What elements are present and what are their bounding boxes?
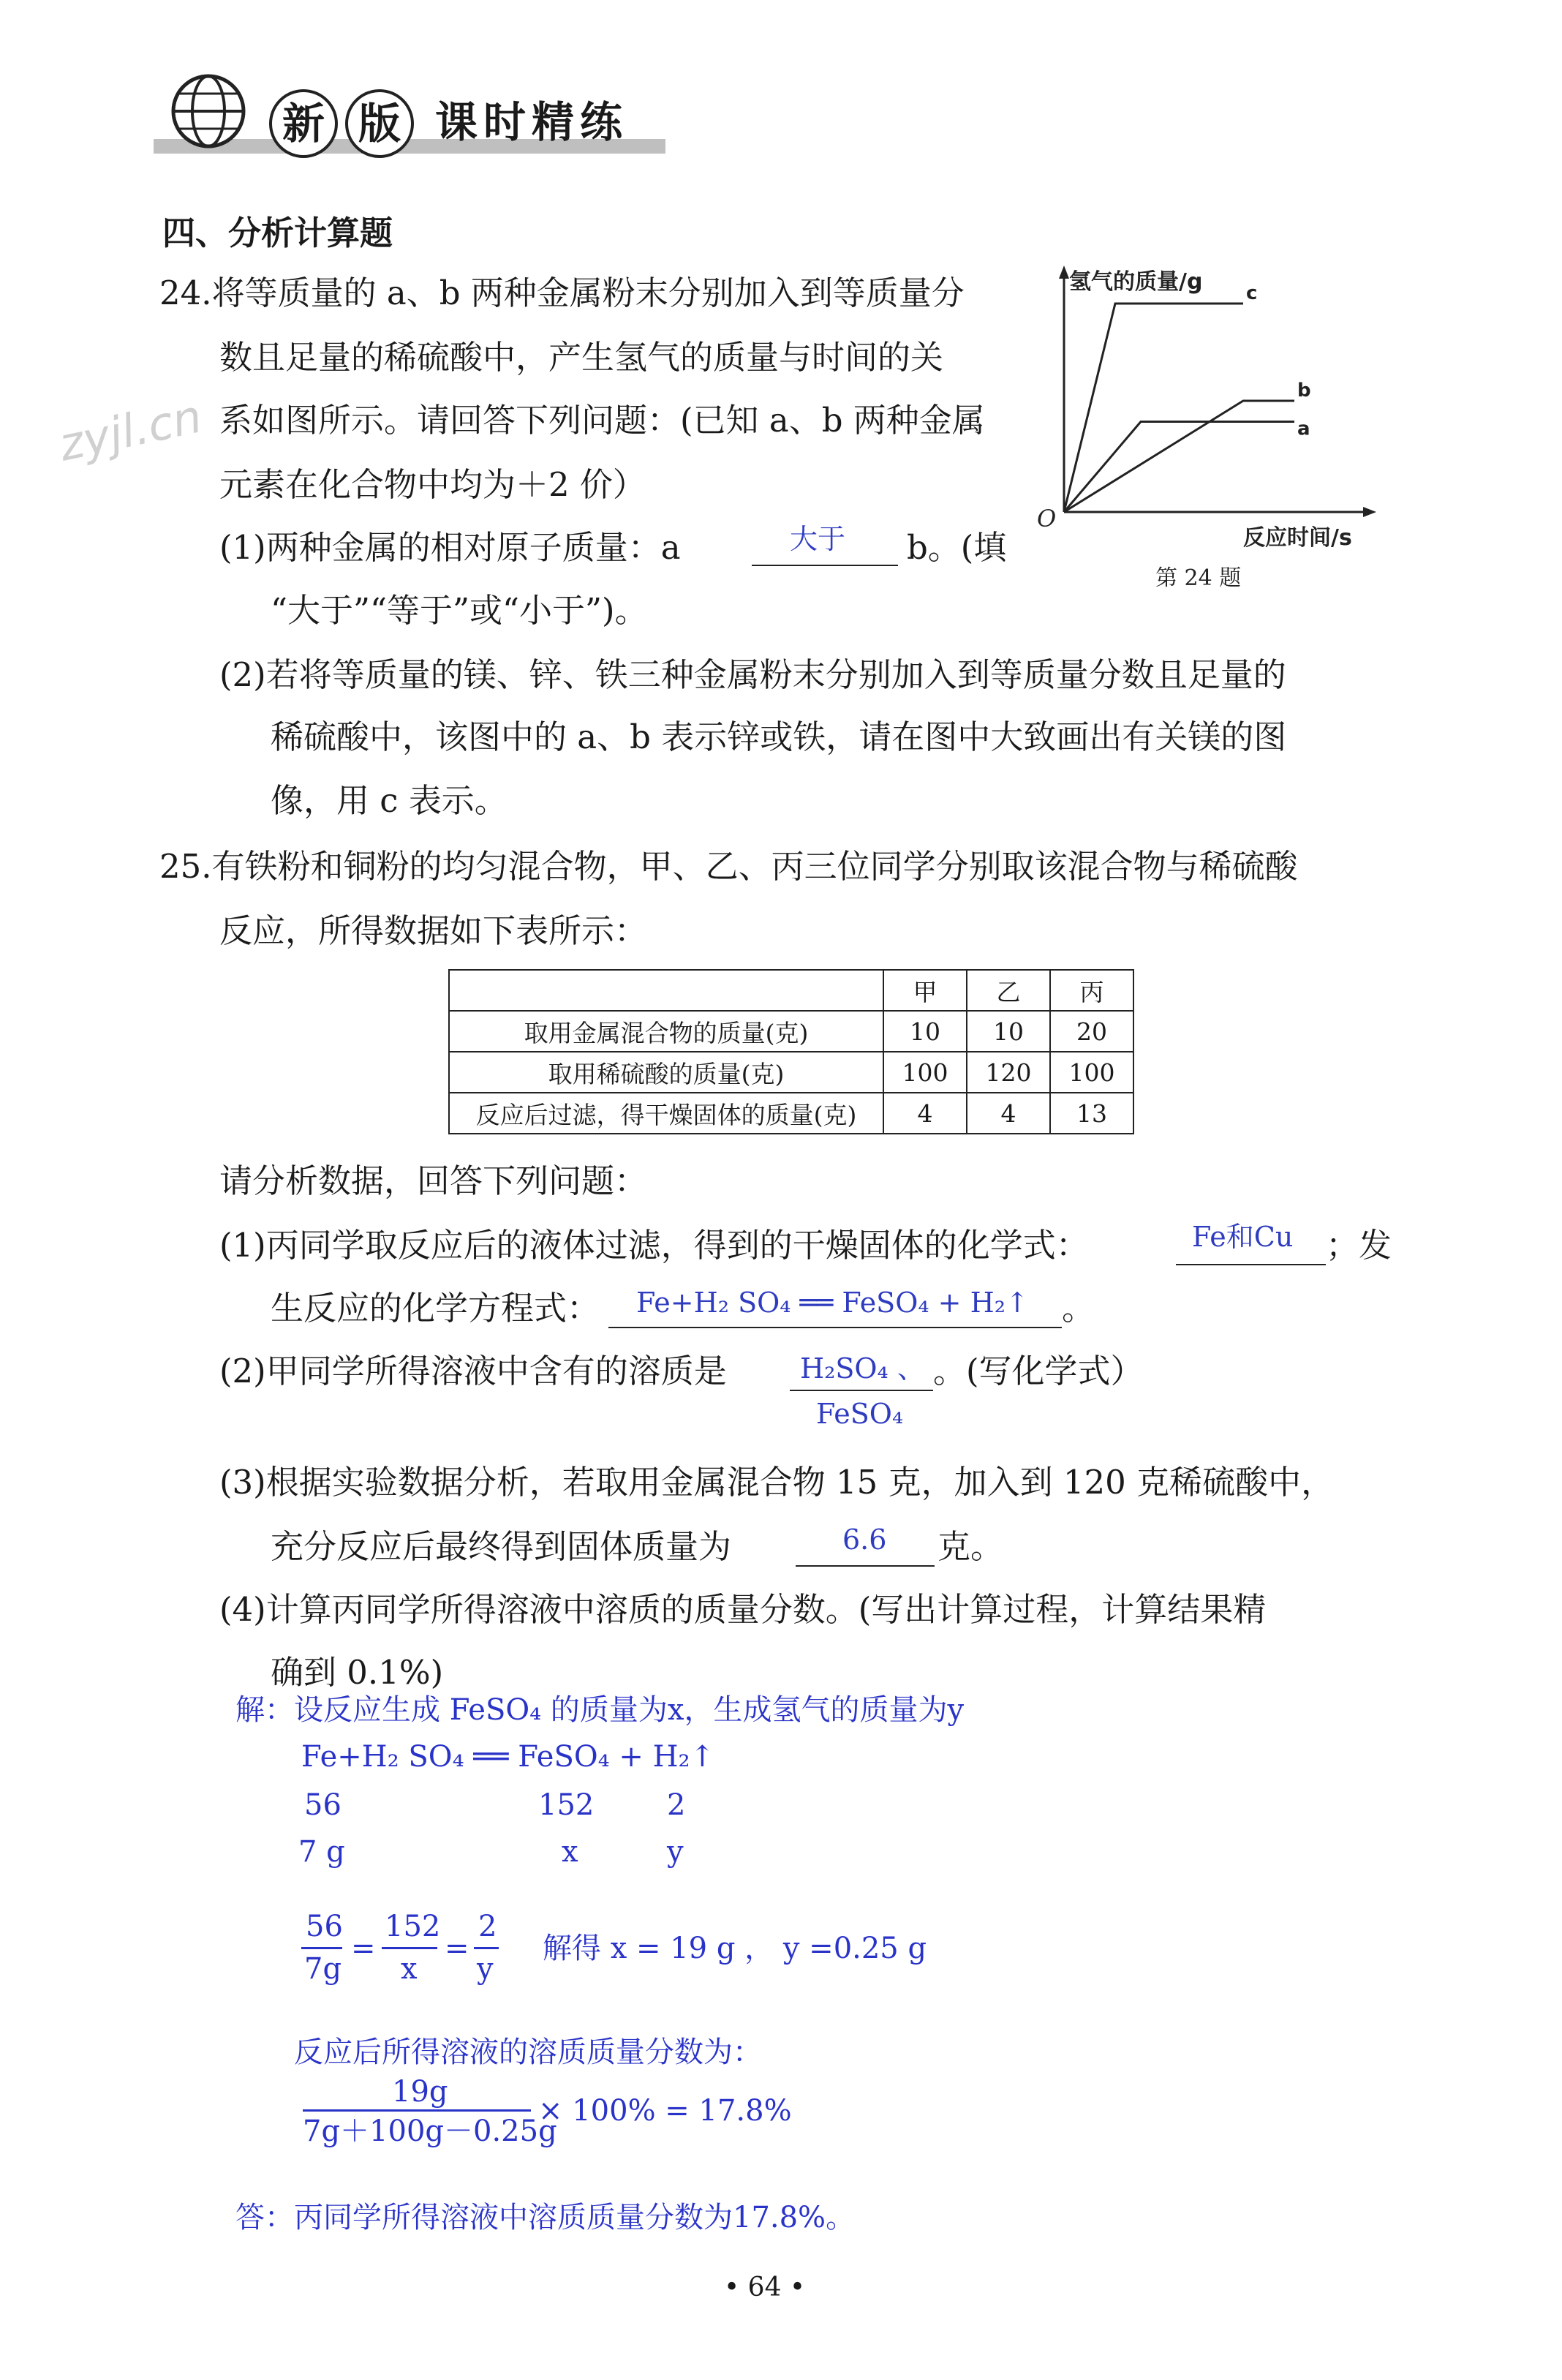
solution-row1-feso4: 152 (538, 1788, 595, 1822)
frac3-bar (474, 1947, 499, 1949)
q25-p2-answer1: H₂SO₄ 、 (800, 1352, 925, 1385)
frac2-denominator: x (401, 1952, 418, 1986)
q25-p1-line2-end: 。 (1062, 1289, 1095, 1328)
chart-series-b-label: b (1297, 380, 1311, 402)
chart-caption: 第 24 题 (1155, 565, 1242, 591)
q25-p1-text: (1)丙同学取反应后的液体过滤，得到的干燥固体的化学式： (219, 1226, 1089, 1265)
header-char-ban: 版 (345, 89, 414, 158)
q24-p1-text: (1)两种金属的相对原子质量：a (219, 528, 681, 567)
conc-fraction-bar (303, 2109, 531, 2112)
header-title: 课时精练 (435, 97, 629, 147)
table-row (449, 1052, 1133, 1093)
q25-line2: 反应，所得数据如下表所示： (219, 911, 648, 950)
section-title: 四、分析计算题 (162, 214, 393, 252)
frac3-numerator: 2 (478, 1910, 497, 1943)
q24-line1: 24.将等质量的 a、b 两种金属粉末分别加入到等质量分 (159, 274, 965, 312)
q25-p2-blank (790, 1390, 933, 1391)
solution-row1-fe: 56 (304, 1788, 342, 1822)
table-cell: 4 (967, 1093, 1050, 1134)
table-row (449, 1011, 1133, 1052)
q24-p1-blank (752, 565, 898, 566)
q24-chart (1031, 260, 1382, 596)
header-char-xin: 新 (269, 89, 338, 158)
frac1-denominator: 7g (304, 1952, 342, 1986)
q24-p1-line2: “大于”“等于”或“小于”)。 (271, 591, 648, 630)
q25-p1-line2: 生反应的化学方程式： (271, 1289, 600, 1328)
q25-line1: 25.有铁粉和铜粉的均匀混合物，甲、乙、丙三位同学分别取该混合物与稀硫酸 (159, 847, 1298, 886)
table-cell: 120 (967, 1052, 1050, 1093)
table-header-cell: 丙 (1050, 970, 1133, 1011)
q25-p3-blank (796, 1565, 935, 1567)
solution-conc-intro: 反应后所得溶液的溶质质量分数为： (294, 2036, 762, 2069)
q25-p2-text: (2)甲同学所得溶液中含有的溶质是 (219, 1352, 727, 1390)
solution-row1-h2: 2 (667, 1788, 686, 1822)
q25-p2-answer2: FeSO₄ (816, 1398, 904, 1430)
q25-p4-line2: 确到 0.1%) (271, 1653, 444, 1692)
chart-origin: O (1037, 505, 1057, 532)
q25-p1-equation-blank (608, 1327, 1062, 1328)
q25-p3-line1: (3)根据实验数据分析，若取用金属混合物 15 克，加入到 120 克稀硫酸中， (219, 1463, 1335, 1502)
q25-p2-after: 。(写化学式） (933, 1352, 1144, 1390)
chart-ylabel: 氢气的质量/g (1069, 269, 1203, 295)
table-cell: 10 (883, 1011, 967, 1052)
q25-p4-line1: (4)计算丙同学所得溶液中溶质的质量分数。(写出计算过程，计算结果精 (219, 1590, 1267, 1629)
solution-equation: Fe+H₂ SO₄ ══ FeSO₄ + H₂↑ (301, 1740, 715, 1774)
q24-p1-after: b。(填 (907, 528, 1007, 567)
conc-denominator: 7g＋100g－0.25g (303, 2114, 557, 2148)
table-cell: 4 (883, 1093, 967, 1134)
conc-numerator: 19g (392, 2075, 448, 2109)
chart-series-a-label: a (1297, 418, 1310, 440)
q25-p1-blank (1176, 1264, 1326, 1265)
page-number: • 64 • (724, 2272, 806, 2302)
q25-p3-after: 克。 (937, 1527, 1004, 1566)
solution-result: 解得 x = 19 g ， y =0.25 g (543, 1932, 927, 1965)
table-header-cell (449, 970, 883, 1011)
table-cell: 100 (1050, 1052, 1133, 1093)
q24-line4: 元素在化合物中均为＋2 价） (219, 465, 646, 504)
chart-y-arrow (1059, 266, 1069, 279)
equals-sign-2: = (445, 1932, 469, 1965)
table-cell: 100 (883, 1052, 967, 1093)
q24-line2: 数且足量的稀硫酸中，产生氢气的质量与时间的关 (219, 338, 944, 377)
table-cell: 反应后过滤，得干燥固体的质量(克) (449, 1093, 883, 1134)
table-cell: 10 (967, 1011, 1050, 1052)
equals-sign-1: = (351, 1932, 376, 1965)
q24-p2-line2: 稀硫酸中，该图中的 a、b 表示锌或铁，请在图中大致画出有关镁的图 (271, 718, 1287, 756)
frac2-numerator: 152 (385, 1910, 441, 1943)
chart-x-arrow (1363, 507, 1376, 517)
solution-row2-y: y (667, 1835, 684, 1869)
chart-xlabel: 反应时间/s (1243, 525, 1352, 551)
q24-line3: 系如图所示。请回答下列问题：(已知 a、b 两种金属 (219, 401, 985, 440)
globe-logo-icon (165, 67, 252, 155)
chart-series-c-label: c (1246, 282, 1258, 304)
solution-intro: 解：设反应生成 FeSO₄ 的质量为x，生成氢气的质量为y (235, 1693, 965, 1727)
q24-p2-line3: 像，用 c 表示。 (271, 781, 508, 820)
solution-answer: 答：丙同学所得溶液中溶质质量分数为17.8%。 (235, 2201, 856, 2234)
q25-p3-answer: 6.6 (842, 1524, 887, 1556)
table-header-row (449, 970, 1133, 1011)
solution-row2-fe: 7 g (298, 1835, 345, 1869)
table-cell: 取用金属混合物的质量(克) (449, 1011, 883, 1052)
q25-p1-answer: Fe和Cu (1192, 1221, 1294, 1253)
solution-row2-x: x (562, 1835, 578, 1869)
chart-series-b-line (1064, 401, 1294, 512)
q25-p3-text: 充分反应后最终得到固体质量为 (271, 1527, 732, 1566)
table-cell: 13 (1050, 1093, 1133, 1134)
q25-p1-after: ；发 (1326, 1226, 1392, 1265)
table-header-cell: 甲 (883, 970, 967, 1011)
table-cell: 取用稀硫酸的质量(克) (449, 1052, 883, 1093)
q25-data-table (448, 969, 1134, 1134)
q25-p1-equation: Fe+H₂ SO₄ ══ FeSO₄ + H₂↑ (636, 1287, 1029, 1319)
frac1-bar (301, 1947, 342, 1949)
frac1-numerator: 56 (306, 1910, 343, 1943)
conc-result: × 100% = 17.8% (538, 2094, 792, 2128)
q24-p2-line1: (2)若将等质量的镁、锌、铁三种金属粉末分别加入到等质量分数且足量的 (219, 655, 1286, 694)
table-cell: 20 (1050, 1011, 1133, 1052)
chart-series-a-line (1064, 422, 1294, 513)
q24-p1-answer: 大于 (790, 523, 846, 555)
frac2-bar (382, 1947, 437, 1949)
frac3-denominator: y (477, 1952, 494, 1986)
watermark: zyjl.cn (54, 389, 207, 472)
q25-intro: 请分析数据，回答下列问题： (219, 1161, 648, 1200)
table-row (449, 1093, 1133, 1134)
table-header-cell: 乙 (967, 970, 1050, 1011)
